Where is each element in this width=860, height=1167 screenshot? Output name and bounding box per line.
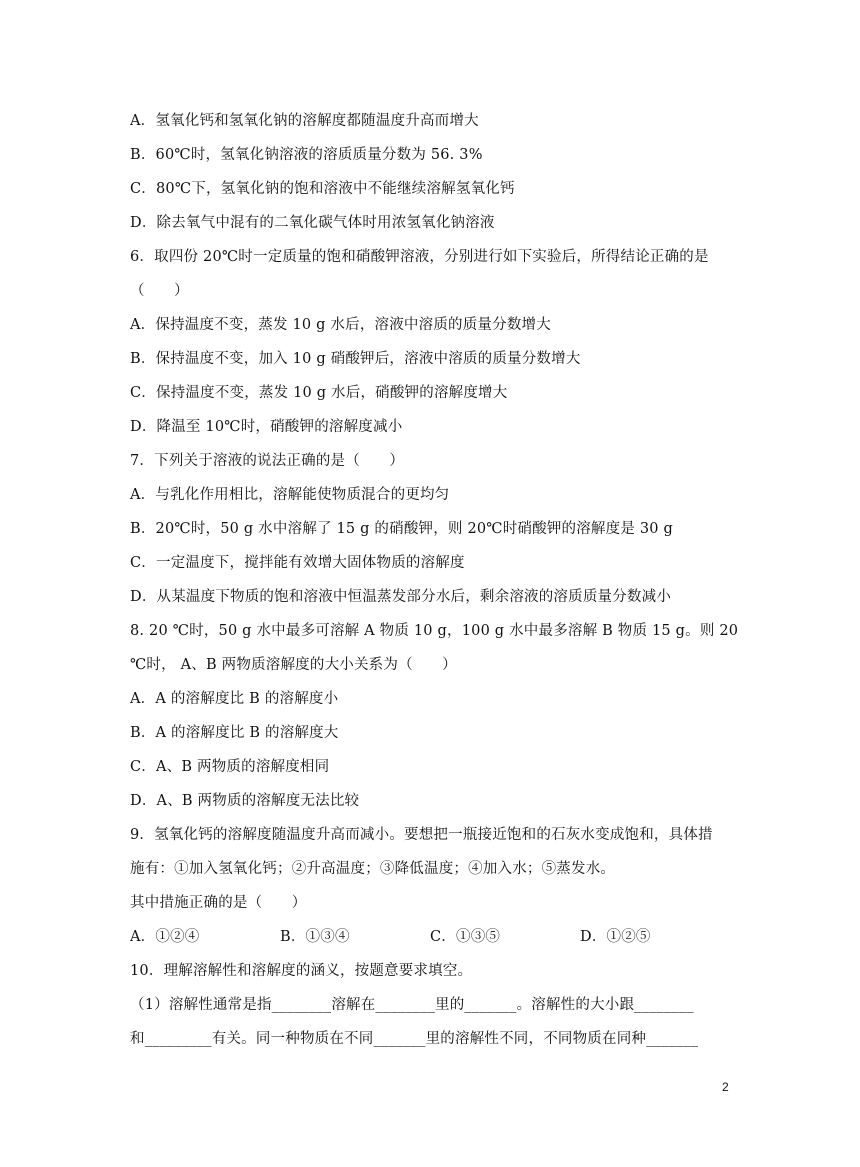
q6-option-d: D．降温至 10℃时，硝酸钾的溶解度减小 <box>130 419 403 435</box>
q8-option-d: D．A、B 两物质的溶解度无法比较 <box>130 793 360 809</box>
q7-stem: 7．下列关于溶液的说法正确的是（ ） <box>130 453 405 469</box>
q7-option-d: D．从某温度下物质的饱和溶液中恒温蒸发部分水后，剩余溶液的溶质质量分数减小 <box>130 589 672 605</box>
q7-option-a: A．与乳化作用相比，溶解能使物质混合的更均匀 <box>130 487 450 503</box>
page-number: 2 <box>722 1080 729 1094</box>
q6-stem: 6．取四份 20℃时一定质量的饱和硝酸钾溶液，分别进行如下实验后，所得结论正确的是 <box>130 249 709 265</box>
q6-option-a: A．保持温度不变，蒸发 10 g 水后，溶液中溶质的质量分数增大 <box>130 317 551 333</box>
q9-choice-b: B．①③④ <box>280 929 350 945</box>
q9-stem-line3: 其中措施正确的是（ ） <box>130 895 307 911</box>
q6-option-c: C．保持温度不变，蒸发 10 g 水后，硝酸钾的溶解度增大 <box>130 385 508 401</box>
q8-option-a: A．A 的溶解度比 B 的溶解度小 <box>130 691 339 707</box>
q6-option-b: B．保持温度不变，加入 10 g 硝酸钾后，溶液中溶质的质量分数增大 <box>130 351 581 367</box>
q9-choices <box>130 927 735 947</box>
q8-stem-line1: 8. 20 ℃时，50 g 水中最多可溶解 A 物质 10 g，100 g 水中最多溶解 B 物质 15 g。则 20 <box>130 623 739 639</box>
q8-stem-line2: ℃时， A、B 两物质溶解度的大小关系为（ ） <box>130 657 457 673</box>
q8-option-b: B．A 的溶解度比 B 的溶解度大 <box>130 725 339 741</box>
q9-stem-line2: 施有：①加入氢氧化钙；②升高温度；③降低温度；④加入水；⑤蒸发水。 <box>130 861 616 877</box>
q10-stem: 10．理解溶解性和溶解度的涵义，按题意要求填空。 <box>130 963 473 979</box>
q6-answer-bracket: （ ） <box>130 283 189 299</box>
q9-choice-c: C．①③⑤ <box>430 929 501 945</box>
q9-choice-a: A．①②④ <box>130 929 200 945</box>
q5-option-a: A．氢氧化钙和氢氧化钠的溶解度都随温度升高而增大 <box>130 113 479 129</box>
q9-stem-line1: 9．氢氧化钙的溶解度随温度升高而减小。要想把一瓶接近饱和的石灰水变成饱和，具体措 <box>130 827 713 843</box>
q5-option-d: D．除去氧气中混有的二氧化碳气体时用浓氢氧化钠溶液 <box>130 215 495 231</box>
q7-option-b: B．20℃时，50 g 水中溶解了 15 g 的硝酸钾，则 20℃时硝酸钾的溶解度是 30 g <box>130 521 673 537</box>
q10-part1-line1: （1）溶解性通常是指________溶解在________里的_______。溶解性的大小跟________ <box>130 997 694 1013</box>
q9-choice-d: D．①②⑤ <box>580 929 651 945</box>
q5-option-b: B．60℃时，氢氧化钠溶液的溶质质量分数为 56. 3% <box>130 147 483 163</box>
q8-option-c: C．A、B 两物质的溶解度相同 <box>130 759 330 775</box>
q7-option-c: C．一定温度下，搅拌能有效增大固体物质的溶解度 <box>130 555 465 571</box>
q10-part1-line2: 和_________有关。同一种物质在不同_______里的溶解性不同，不同物质在同种_______ <box>130 1031 699 1047</box>
q5-option-c: C．80℃下，氢氧化钠的饱和溶液中不能继续溶解氢氧化钙 <box>130 181 515 197</box>
